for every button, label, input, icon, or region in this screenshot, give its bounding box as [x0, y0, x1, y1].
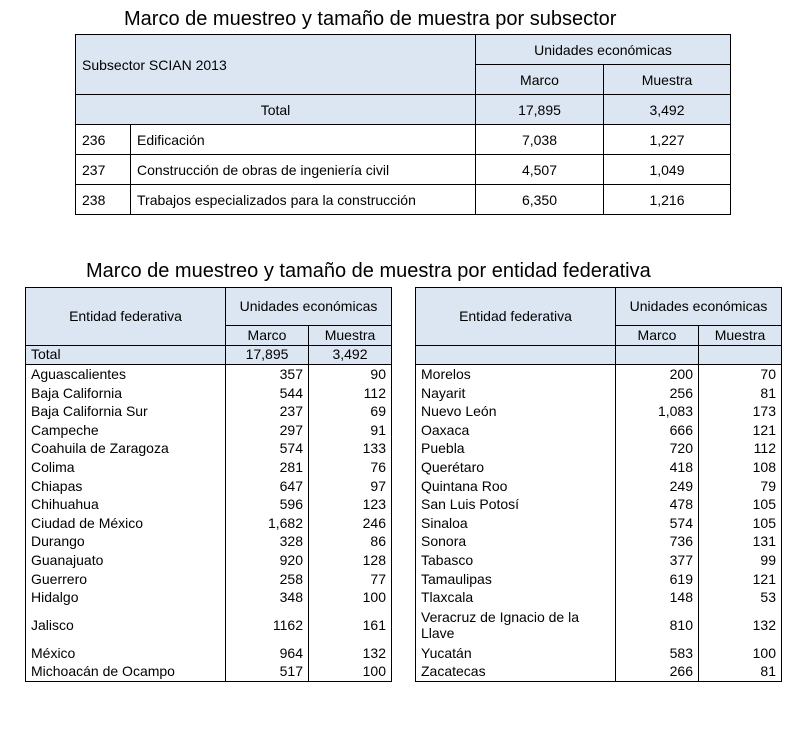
table-row	[26, 440, 392, 459]
marco-value: 281	[226, 458, 309, 477]
entidad-header-group-right: Unidades económicas	[616, 288, 782, 326]
marco-value: 1,083	[616, 402, 699, 421]
muestra-value: 76	[309, 458, 392, 477]
entidad-total-blank	[616, 345, 699, 365]
muestra-value: 97	[309, 477, 392, 496]
muestra-value: 123	[309, 495, 392, 514]
table-row	[416, 607, 782, 644]
muestra-value: 173	[699, 402, 782, 421]
muestra-value: 77	[309, 570, 392, 589]
table-row	[26, 514, 392, 533]
entidad-name: Quintana Roo	[416, 477, 616, 496]
table-row	[416, 551, 782, 570]
marco-value: 1162	[226, 607, 309, 644]
entidad-col-marco-right: Marco	[616, 326, 699, 346]
entidad-name: Querétaro	[416, 458, 616, 477]
entidad-col-muestra-right: Muestra	[699, 326, 782, 346]
marco-value: 6,350	[476, 185, 604, 215]
entidad-title: Marco de muestreo y tamaño de muestra por entidad federativa	[86, 260, 651, 282]
entidad-name: Baja California Sur	[26, 402, 226, 421]
muestra-value: 132	[309, 644, 392, 663]
table-row	[416, 570, 782, 589]
scian-code: 237	[76, 155, 131, 185]
marco-value: 574	[616, 514, 699, 533]
entidad-name: Tabasco	[416, 551, 616, 570]
entidad-name: Campeche	[26, 421, 226, 440]
muestra-value: 1,227	[604, 125, 731, 155]
muestra-value: 100	[699, 644, 782, 663]
table-row	[26, 384, 392, 403]
marco-value: 1,682	[226, 514, 309, 533]
marco-value: 544	[226, 384, 309, 403]
subsector-name: Construcción de obras de ingeniería civil	[131, 155, 476, 185]
entidad-name: Colima	[26, 458, 226, 477]
table-row	[26, 533, 392, 552]
subsector-total-label: Total	[76, 95, 476, 125]
table-row	[416, 365, 782, 384]
entidad-name: Oaxaca	[416, 421, 616, 440]
marco-value: 237	[226, 402, 309, 421]
marco-value: 619	[616, 570, 699, 589]
marco-value: 377	[616, 551, 699, 570]
table-row	[26, 588, 392, 607]
muestra-value: 112	[699, 440, 782, 459]
subsector-col-muestra: Muestra	[604, 65, 731, 95]
entidad-name: Chiapas	[26, 477, 226, 496]
marco-value: 478	[616, 495, 699, 514]
subsector-table	[75, 34, 731, 215]
marco-value: 258	[226, 570, 309, 589]
marco-value: 596	[226, 495, 309, 514]
marco-value: 574	[226, 440, 309, 459]
muestra-value: 91	[309, 421, 392, 440]
subsector-title: Marco de muestreo y tamaño de muestra por subsector	[124, 8, 617, 30]
muestra-value: 105	[699, 514, 782, 533]
entidad-name: Sinaloa	[416, 514, 616, 533]
subsector-total-marco: 17,895	[476, 95, 604, 125]
marco-value: 249	[616, 477, 699, 496]
muestra-value: 70	[699, 365, 782, 384]
subsector-name: Trabajos especializados para la construcción	[131, 185, 476, 215]
entidad-name: Yucatán	[416, 644, 616, 663]
entidad-header-group: Unidades económicas	[226, 288, 392, 326]
entidad-name: México	[26, 644, 226, 663]
subsector-header-group: Unidades económicas	[476, 35, 731, 65]
entidad-name: Chihuahua	[26, 495, 226, 514]
muestra-value: 108	[699, 458, 782, 477]
entidad-col-muestra: Muestra	[309, 326, 392, 346]
entidad-table-right	[415, 287, 782, 682]
muestra-value: 131	[699, 533, 782, 552]
muestra-value: 128	[309, 551, 392, 570]
marco-value: 810	[616, 607, 699, 644]
muestra-value: 86	[309, 533, 392, 552]
muestra-value: 100	[309, 663, 392, 682]
entidad-name: Veracruz de Ignacio de la Llave	[416, 607, 616, 644]
muestra-value: 100	[309, 588, 392, 607]
entidad-col-marco: Marco	[226, 326, 309, 346]
table-row	[416, 644, 782, 663]
table-row	[26, 458, 392, 477]
table-row	[26, 421, 392, 440]
marco-value: 297	[226, 421, 309, 440]
table-row	[416, 402, 782, 421]
muestra-value: 133	[309, 440, 392, 459]
entidad-name: Sonora	[416, 533, 616, 552]
table-row	[26, 495, 392, 514]
marco-value: 666	[616, 421, 699, 440]
marco-value: 964	[226, 644, 309, 663]
entidad-name: Guerrero	[26, 570, 226, 589]
entidad-name: Tlaxcala	[416, 588, 616, 607]
entidad-total-label: Total	[26, 345, 226, 365]
subsector-header-label: Subsector SCIAN 2013	[76, 35, 476, 95]
marco-value: 720	[616, 440, 699, 459]
marco-value: 920	[226, 551, 309, 570]
table-row	[416, 458, 782, 477]
entidad-total-blank	[416, 345, 616, 365]
marco-value: 418	[616, 458, 699, 477]
table-row	[26, 663, 392, 682]
muestra-value: 105	[699, 495, 782, 514]
table-row	[26, 570, 392, 589]
entidad-name: Tamaulipas	[416, 570, 616, 589]
marco-value: 736	[616, 533, 699, 552]
marco-value: 647	[226, 477, 309, 496]
marco-value: 348	[226, 588, 309, 607]
table-row	[26, 607, 392, 644]
muestra-value: 81	[699, 663, 782, 682]
entidad-name: Morelos	[416, 365, 616, 384]
marco-value: 328	[226, 533, 309, 552]
muestra-value: 1,216	[604, 185, 731, 215]
muestra-value: 81	[699, 384, 782, 403]
entidad-name: Ciudad de México	[26, 514, 226, 533]
table-row	[416, 477, 782, 496]
entidad-name: Jalisco	[26, 607, 226, 644]
entidad-name: San Luis Potosí	[416, 495, 616, 514]
entidad-total-blank	[699, 345, 782, 365]
table-row	[416, 384, 782, 403]
table-row	[26, 477, 392, 496]
muestra-value: 112	[309, 384, 392, 403]
table-row	[416, 440, 782, 459]
marco-value: 200	[616, 365, 699, 384]
table-row	[416, 533, 782, 552]
muestra-value: 121	[699, 421, 782, 440]
scian-code: 238	[76, 185, 131, 215]
marco-value: 266	[616, 663, 699, 682]
entidad-header-label-right: Entidad federativa	[416, 288, 616, 346]
table-row	[76, 155, 731, 185]
muestra-value: 90	[309, 365, 392, 384]
table-row	[76, 185, 731, 215]
entidad-name: Puebla	[416, 440, 616, 459]
entidad-name: Aguascalientes	[26, 365, 226, 384]
muestra-value: 161	[309, 607, 392, 644]
marco-value: 517	[226, 663, 309, 682]
muestra-value: 246	[309, 514, 392, 533]
entidad-name: Baja California	[26, 384, 226, 403]
muestra-value: 1,049	[604, 155, 731, 185]
entidad-name: Nuevo León	[416, 402, 616, 421]
entidad-name: Nayarit	[416, 384, 616, 403]
entidad-name: Hidalgo	[26, 588, 226, 607]
table-row	[416, 495, 782, 514]
marco-value: 357	[226, 365, 309, 384]
marco-value: 7,038	[476, 125, 604, 155]
table-row	[26, 365, 392, 384]
marco-value: 4,507	[476, 155, 604, 185]
table-row	[26, 551, 392, 570]
entidad-name: Guanajuato	[26, 551, 226, 570]
entidad-header-label: Entidad federativa	[26, 288, 226, 346]
entidad-name: Michoacán de Ocampo	[26, 663, 226, 682]
scian-code: 236	[76, 125, 131, 155]
table-row	[76, 125, 731, 155]
marco-value: 583	[616, 644, 699, 663]
entidad-name: Zacatecas	[416, 663, 616, 682]
table-row	[26, 402, 392, 421]
table-row	[416, 588, 782, 607]
entidad-name: Coahuila de Zaragoza	[26, 440, 226, 459]
subsector-total-muestra: 3,492	[604, 95, 731, 125]
marco-value: 148	[616, 588, 699, 607]
table-row	[26, 644, 392, 663]
muestra-value: 132	[699, 607, 782, 644]
subsector-col-marco: Marco	[476, 65, 604, 95]
subsector-name: Edificación	[131, 125, 476, 155]
table-row	[416, 663, 782, 682]
entidad-name: Durango	[26, 533, 226, 552]
muestra-value: 99	[699, 551, 782, 570]
muestra-value: 79	[699, 477, 782, 496]
entidad-total-marco: 17,895	[226, 345, 309, 365]
muestra-value: 121	[699, 570, 782, 589]
entidad-total-muestra: 3,492	[309, 345, 392, 365]
entidad-table-left	[25, 287, 392, 682]
marco-value: 256	[616, 384, 699, 403]
muestra-value: 53	[699, 588, 782, 607]
table-row	[416, 421, 782, 440]
table-row	[416, 514, 782, 533]
muestra-value: 69	[309, 402, 392, 421]
